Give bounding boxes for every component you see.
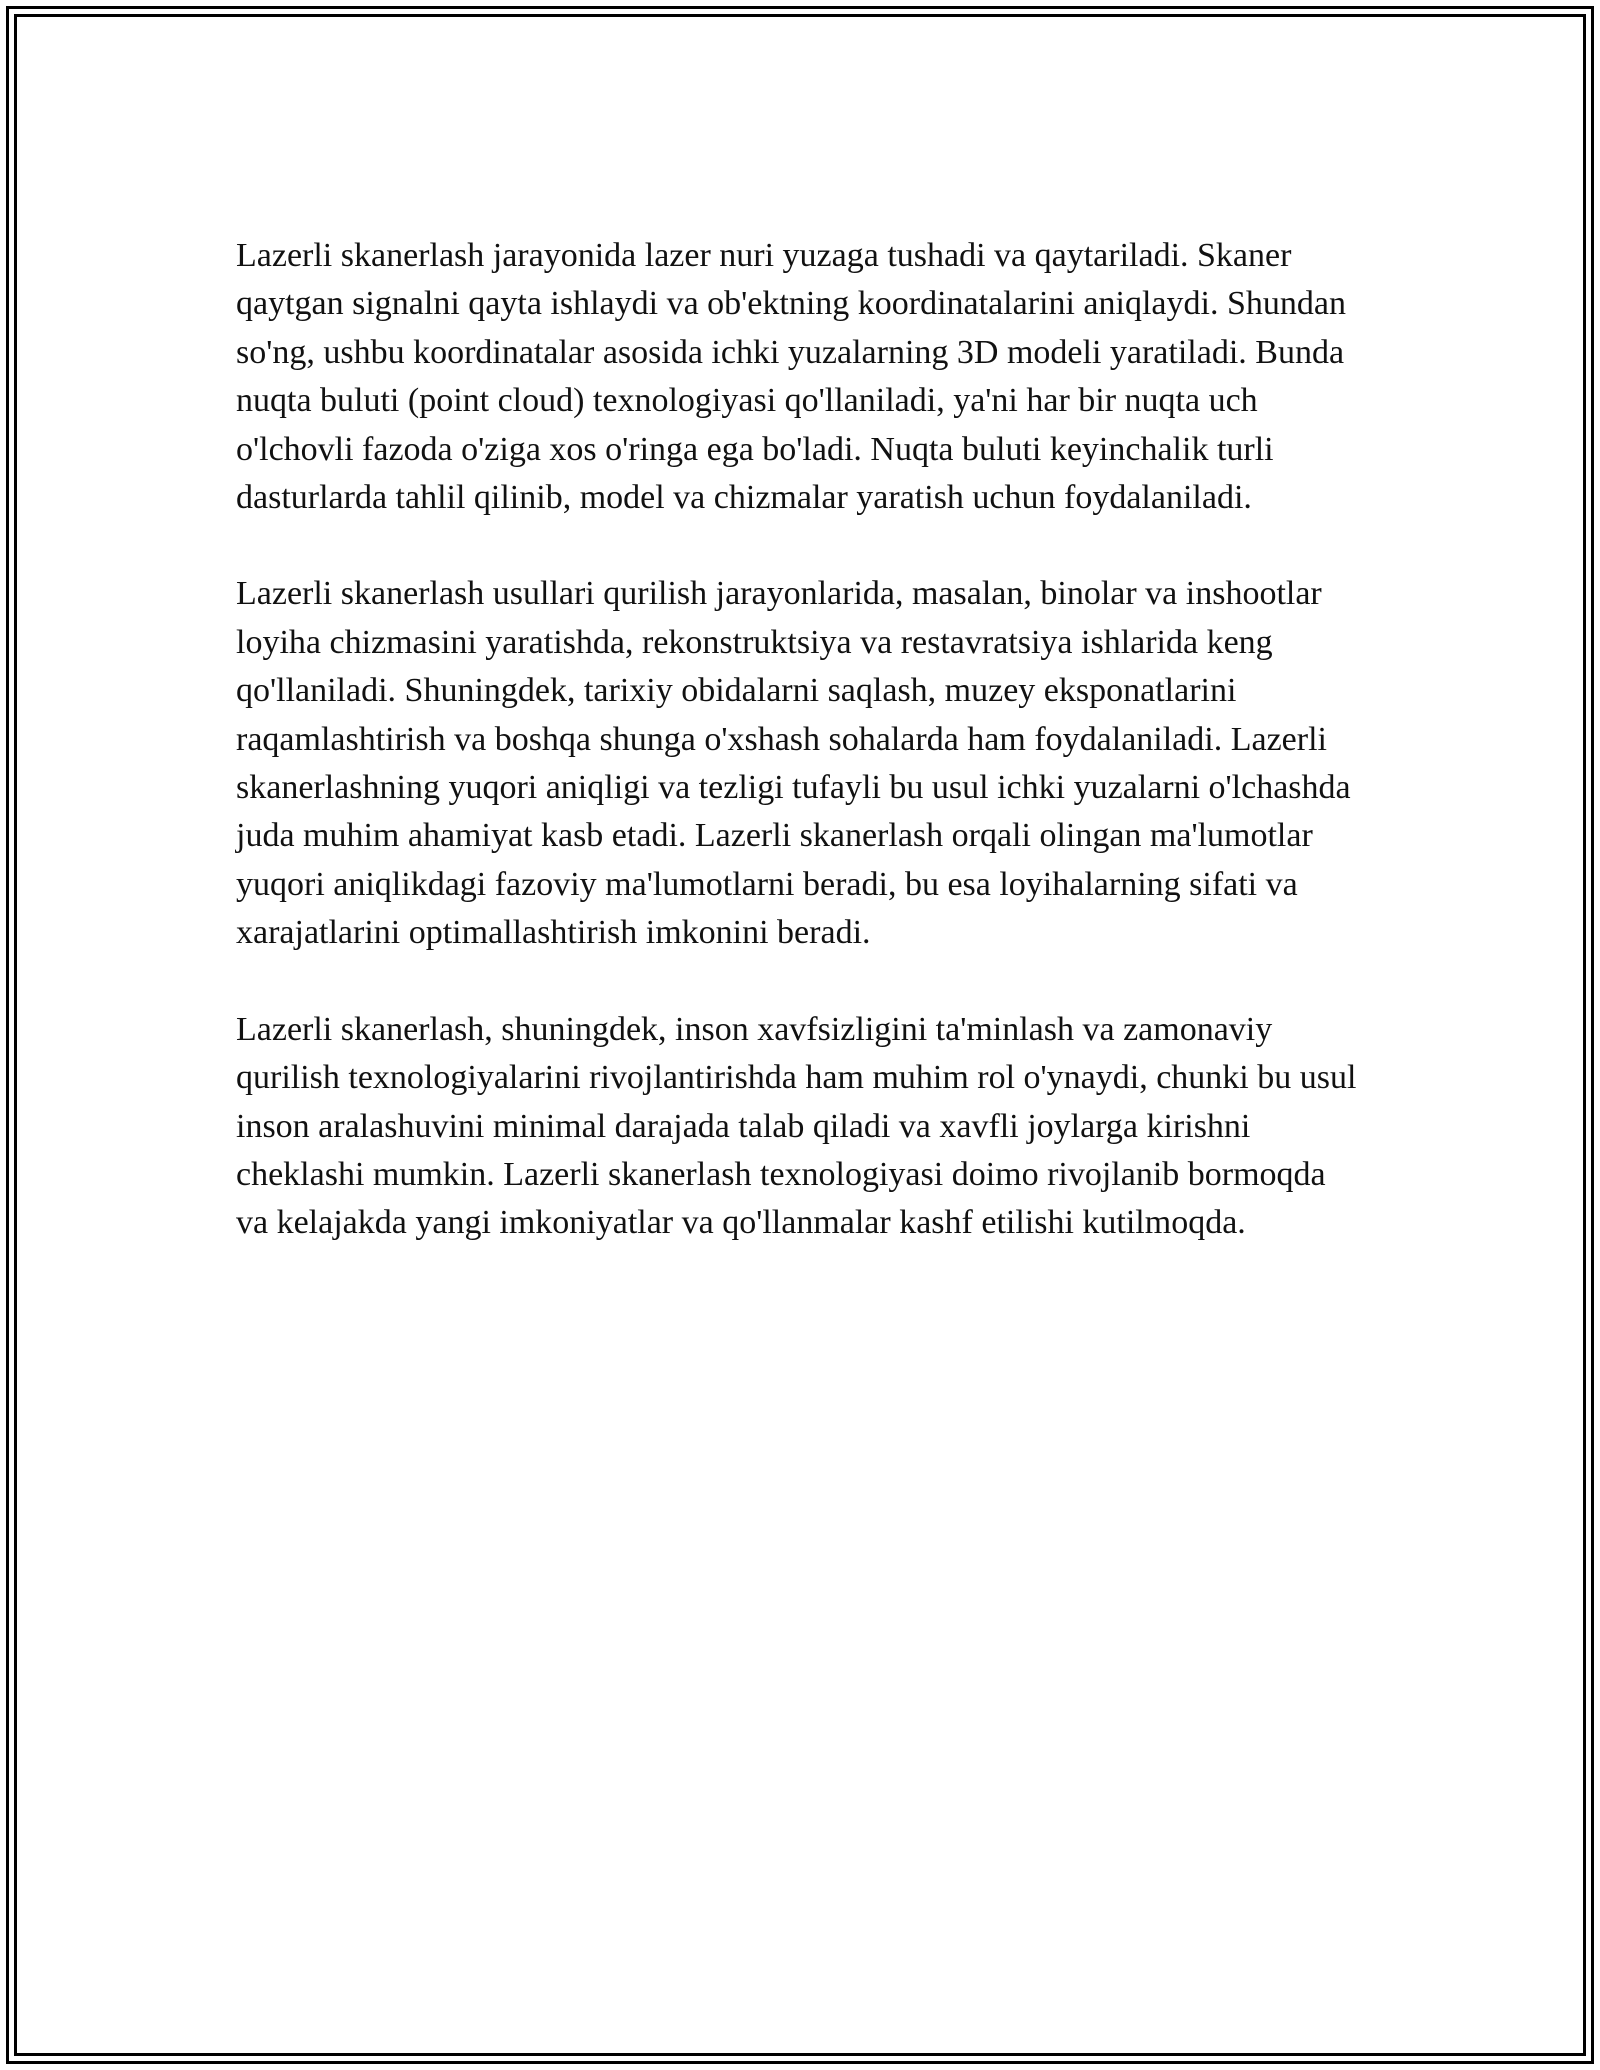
paragraph-2: Lazerli skanerlash usullari qurilish jarayonlarida, masalan, binolar va inshootlar loyiha chizmasini yaratishda, rekonstruktsiya va restavratsiya ishlarida keng qo'llaniladi. Shuningdek, tarixiy obidalarni saqlash, muzey eksponatlarini raqamlashtirish va boshqa shunga o'xshash sohalarda ham foydalaniladi. Lazerli skanerlashning yuqori aniqligi va tezligi tufayli bu usul ichki yuzalarni o'lchashda juda muhim ahamiyat kasb etadi. Lazerli skanerlash orqali olingan ma'lumotlar yuqori aniqlikdagi fazoviy ma'lumotlarni beradi, bu esa loyihalarning sifati va xarajatlarini optimallashtirish imkonini beradi. [236, 575, 1351, 952]
paragraph-1: Lazerli skanerlash jarayonida lazer nuri yuzaga tushadi va qaytariladi. Skaner qaytgan signalni qayta ishlaydi va ob'ektning koordinatalarini aniqlaydi. Shundan so'ng, ushbu koordinatalar asosida ichki yuzalarning 3D modeli yaratiladi. Bunda nuqta buluti (point cloud) texnologiyasi qo'llaniladi, ya'ni har bir nuqta uch o'lchovli fazoda o'ziga xos o'ringa ega bo'ladi. Nuqta buluti keyinchalik turli dasturlarda tahlil qilinib, model va chizmalar yaratish uchun foydalaniladi. [236, 237, 1346, 517]
paragraph-3: Lazerli skanerlash, shuningdek, inson xavfsizligini ta'minlash va zamonaviy qurilish texnologiyalarini rivojlantirishda ham muhim rol o'ynaydi, chunki bu usul inson aralashuvini minimal darajada talab qiladi va xavfli joylarga kirishni cheklashi mumkin. Lazerli skanerlash texnologiyasi doimo rivojlanib bormoqda va kelajakda yangi imkoniyatlar va qo'llanmalar kashf etilishi kutilmoqda. [236, 1010, 1357, 1242]
document-body [236, 232, 1366, 1296]
